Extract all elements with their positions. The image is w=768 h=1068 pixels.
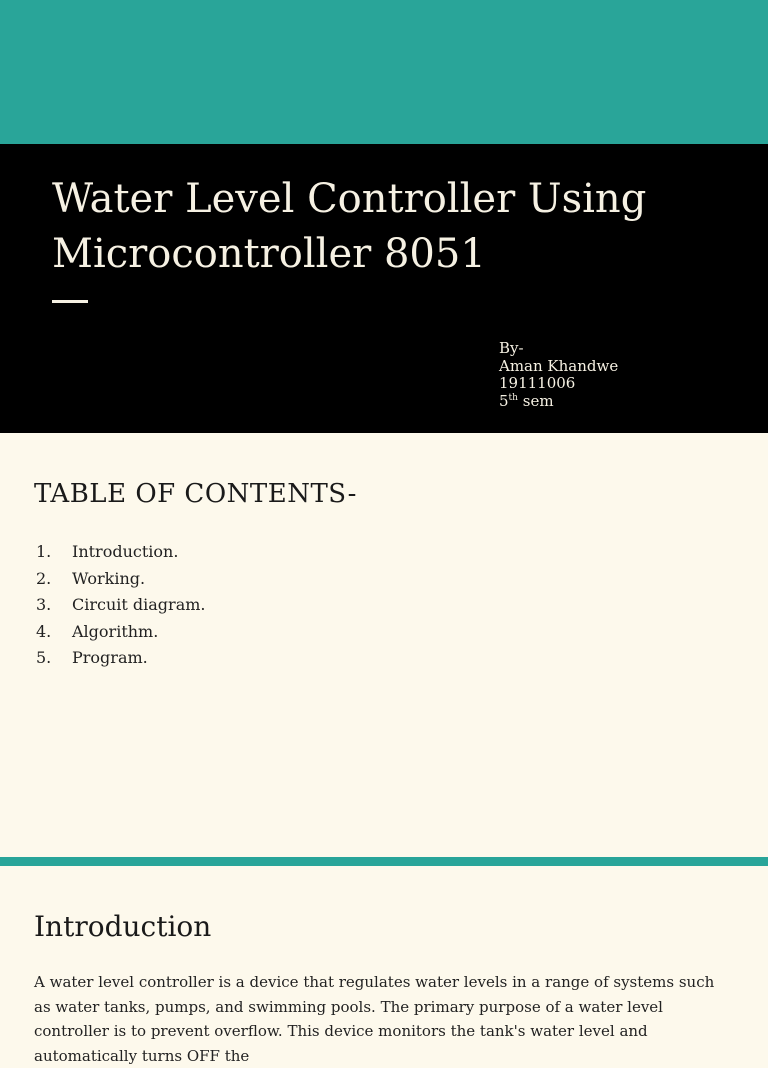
toc-list [36,539,206,672]
slide-title-line-2: Microcontroller 8051 [52,231,486,277]
table-of-contents-slide [0,433,768,857]
intro-paragraph: A water level controller is a device that regulates water levels in a range of systems such as water tanks, pumps, and swimming pools. The primary purpose of a water level controller is to prevent overflow. This device monitors the tank's water level and automatically turns OFF the [34,973,715,1065]
slide-title [52,172,692,282]
byline-semester [499,393,618,411]
introduction-slide [0,866,768,1065]
byline-roll-number: 19111006 [499,374,576,392]
toc-item-label: Working. [72,568,146,588]
author-byline [499,340,618,410]
toc-item [36,539,206,566]
toc-item-label: Introduction. [72,542,179,561]
toc-item-label: Algorithm. [72,621,159,641]
toc-item-label: Circuit diagram. [72,595,206,614]
toc-item [36,566,206,593]
slide-divider [0,857,768,866]
slide-title-line-1: Water Level Controller Using [52,176,647,222]
toc-heading: TABLE OF CONTENTS- [34,479,357,509]
intro-heading: Introduction [34,910,212,943]
title-slide [0,144,768,433]
byline-by: By- [499,339,524,357]
semester-number: 5 [499,391,509,410]
semester-suffix: th [508,392,518,403]
title-underline [52,300,88,303]
toc-item-number: 3. [36,595,52,614]
toc-item-number: 1. [36,542,52,561]
slide-top-band [0,0,768,144]
toc-item-number: 4. [36,621,52,641]
toc-item-number: 5. [36,648,52,667]
toc-item [36,645,206,672]
toc-item-number: 2. [36,568,52,588]
semester-word: sem [522,391,554,410]
toc-item [36,619,206,646]
byline-author: Aman Khandwe [499,356,619,375]
toc-item-label: Program. [72,648,148,667]
toc-item [36,592,206,619]
